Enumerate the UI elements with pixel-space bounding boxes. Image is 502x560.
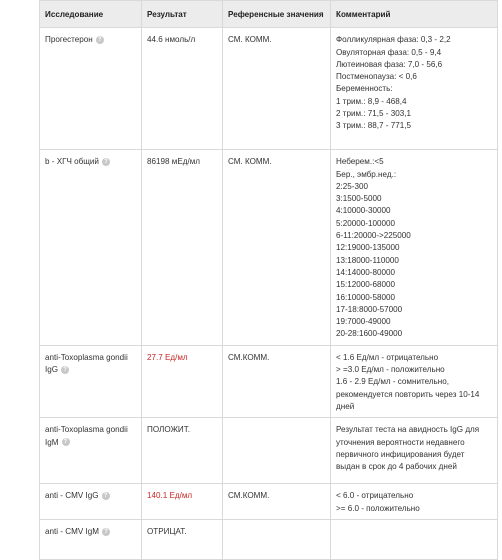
comment-line: 2 трим.: 71,5 - 303,1 [336,109,411,119]
result-value: 27.7 Ед/мл [147,352,188,362]
test-name: Прогестерон [45,35,93,45]
test-name-cell [40,519,142,559]
header-comment: Комментарий [331,1,498,28]
result-cell [142,345,223,417]
result-value: 86198 мЕд/мл [147,157,200,167]
test-name: anti-Toxoplasma gondii IgM [45,425,128,447]
reference-cell [223,418,331,484]
test-name-cell [40,418,142,484]
header-result: Результат [142,1,223,28]
comment-line: Лютеиновая фаза: 7,0 - 56,6 [336,59,443,69]
reference-cell [223,28,331,150]
comment-line: 6-11:20000->225000 [336,231,411,241]
question-circle-icon[interactable]: ? [102,492,110,500]
comment-line: 14:14000-80000 [336,267,395,277]
comment-line: >= 6.0 - положительно [336,503,420,513]
test-name: anti - CMV IgM [45,526,99,536]
comment-line: выдан в срок до 4 рабочих дней [336,462,457,472]
table-row [40,484,498,520]
comment-line: 1.6 - 2.9 Ед/мл - сомнительно, [336,377,449,387]
table-row [40,519,498,559]
test-name-cell [40,150,142,345]
comment-line: 20-28:1600-49000 [336,329,403,339]
question-circle-icon[interactable]: ? [96,36,104,44]
comment-line: 17-18:8000-57000 [336,304,403,314]
test-name: anti-Toxoplasma gondii IgG [45,352,128,375]
result-value: 140.1 Ед/мл [147,491,193,501]
test-name-cell [40,28,142,150]
comment-line: дней [336,401,355,411]
reference-cell [223,519,331,559]
results-table [39,0,498,560]
comment-line: 19:7000-49000 [336,317,391,327]
result-value: ОТРИЦАТ. [147,526,187,536]
comment-cell [331,345,498,417]
test-name-cell [40,484,142,520]
question-circle-icon[interactable]: ? [102,528,110,536]
reference-value: СМ.КОММ. [228,352,270,362]
comment-line: рекомендуется повторить через 10-14 [336,389,480,399]
comment-line: Бер., эмбр.нед.: [336,169,397,179]
comment-line: 3 трим.: 88,7 - 771,5 [336,121,411,131]
reference-value: СМ. КОММ. [228,35,272,45]
comment-cell [331,484,498,520]
test-name: anti - CMV IgG [45,491,99,501]
comment-line: 15:12000-68000 [336,280,395,290]
comment-line: Результат теста на авидность IgG для [336,425,480,435]
comment-cell [331,150,498,345]
result-cell [142,418,223,484]
test-name: b - ХГЧ общий [45,157,99,167]
question-circle-icon[interactable]: ? [62,438,70,446]
reference-value: СМ.КОММ. [228,491,270,501]
comment-line: уточнения вероятности недавнего [336,437,465,447]
comment-line: 3:1500-5000 [336,194,382,204]
header-test: Исследование [40,1,142,28]
comment-line: первичного инфицирования будет [336,449,465,459]
comment-line: > =3.0 Ед/мл - положительно [336,365,445,375]
table-row [40,418,498,484]
table-row [40,345,498,417]
result-cell [142,484,223,520]
comment-line: < 1.6 Ед/мл - отрицательно [336,352,439,362]
table-row [40,28,498,150]
comment-line: 12:19000-135000 [336,243,400,253]
result-cell [142,150,223,345]
comment-cell [331,28,498,150]
comment-line: 2:25-300 [336,181,368,191]
reference-cell [223,484,331,520]
reference-cell [223,150,331,345]
comment-line: 1 трим.: 8,9 - 468,4 [336,96,407,106]
reference-value: СМ. КОММ. [228,157,272,167]
table-row [40,150,498,345]
result-value: ПОЛОЖИТ. [147,425,191,435]
comment-line: 16:10000-58000 [336,292,395,302]
question-circle-icon[interactable]: ? [102,158,110,166]
header-row [40,1,498,28]
test-name-cell [40,345,142,417]
reference-cell [223,345,331,417]
comment-cell [331,519,498,559]
header-reference: Референсные значения [223,1,331,28]
result-cell [142,28,223,150]
comment-line: 13:18000-110000 [336,255,399,265]
comment-line: Фолликулярная фаза: 0,3 - 2,2 [336,35,451,45]
comment-line: Беременность: [336,84,393,94]
comment-line: 4:10000-30000 [336,206,391,216]
comment-line: 5:20000-100000 [336,218,395,228]
result-cell [142,519,223,559]
comment-cell [331,418,498,484]
comment-line: Постменопауза: < 0,6 [336,72,417,82]
question-circle-icon[interactable]: ? [61,366,69,374]
comment-line: Неберем.:<5 [336,157,384,167]
comment-line: < 6.0 - отрицательно [336,491,414,501]
result-value: 44.6 нмоль/л [147,35,196,45]
comment-line: Овуляторная фаза: 0,5 - 9,4 [336,47,442,57]
